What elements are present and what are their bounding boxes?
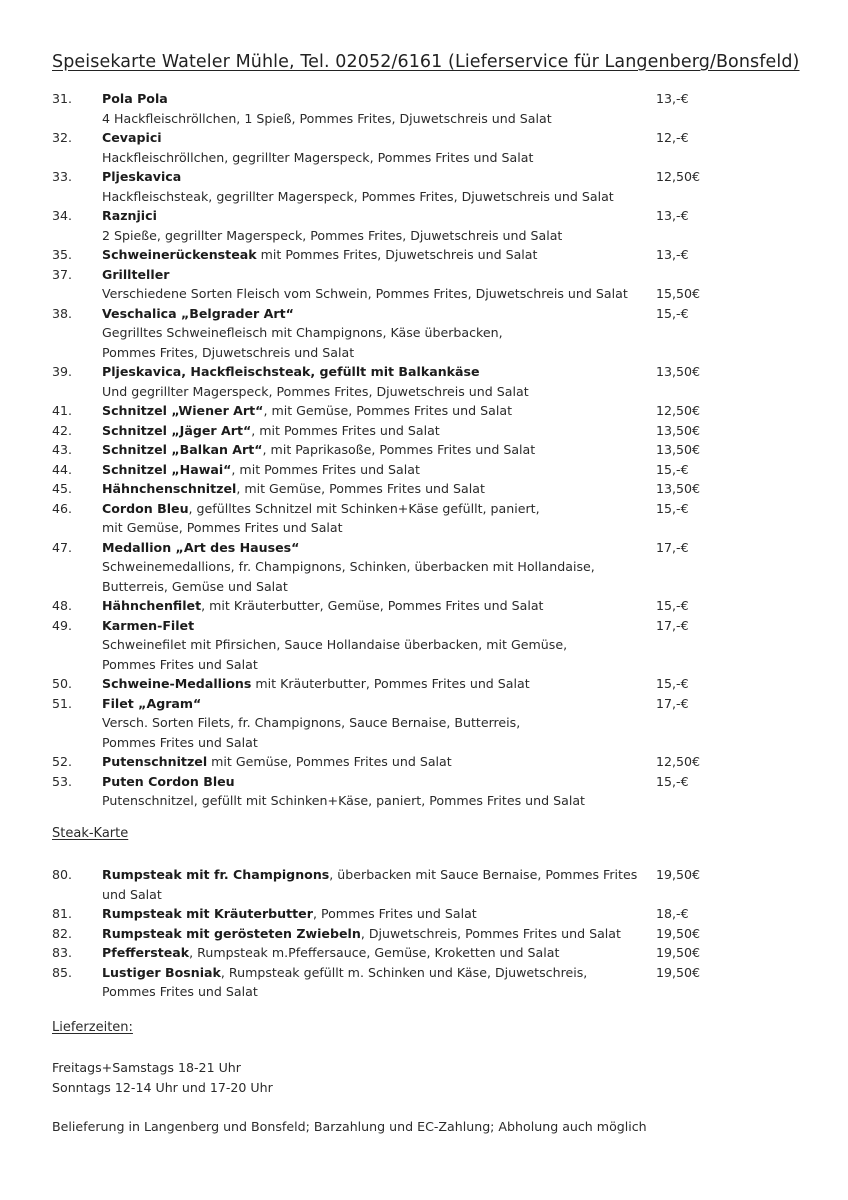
item-description (102, 401, 654, 421)
item-name: Schweinerückensteak (102, 247, 257, 262)
item-description (102, 904, 654, 924)
item-name: Grillteller (102, 266, 170, 282)
menu-row (0, 538, 848, 558)
item-details: Verschiedene Sorten Fleisch vom Schwein, Pommes Frites, Djuwetschreis und Salat (102, 286, 628, 301)
item-description (102, 752, 654, 772)
item-price: 15,-€ (656, 305, 689, 321)
item-price: 13,50€ (656, 422, 701, 438)
item-price: 19,50€ (656, 964, 701, 980)
item-number: 52. (52, 754, 73, 769)
item-description (102, 538, 654, 558)
item-description (102, 128, 654, 148)
item-details: mit Kräuterbutter, Pommes Frites und Salat (251, 676, 530, 691)
item-price: 13,-€ (656, 91, 689, 106)
item-details: Gegrilltes Schweinefleisch mit Champignons, Käse überbacken, (102, 325, 503, 340)
item-price: 17,-€ (656, 617, 689, 633)
item-details: Butterreis, Gemüse und Salat (102, 578, 288, 594)
menu-row (0, 128, 848, 148)
item-name: Schnitzel „Wiener Art“ (102, 403, 264, 418)
item-details: , Pommes Frites und Salat (312, 906, 477, 921)
item-description (102, 323, 654, 343)
menu-row (0, 577, 848, 597)
item-description (102, 963, 654, 983)
item-price: 18,-€ (656, 906, 689, 921)
item-price: 13,-€ (656, 208, 689, 223)
item-description (102, 226, 654, 246)
item-description (102, 109, 654, 129)
menu-row (0, 265, 848, 285)
item-details: Pommes Frites und Salat (102, 984, 258, 999)
item-description (102, 206, 654, 226)
item-description (102, 674, 654, 694)
item-number: 53. (52, 773, 73, 789)
item-price: 19,50€ (656, 867, 701, 882)
item-number: 34. (52, 208, 73, 223)
item-details: , mit Pommes Frites und Salat (251, 422, 440, 438)
menu-row (0, 772, 848, 792)
item-name: Medallion „Art des Hauses“ (102, 539, 300, 555)
item-details: Hackfleischsteak, gegrillter Magerspeck, Pommes Frites, Djuwetschreis und Salat (102, 188, 614, 204)
item-details: Schweinefilet mit Pfirsichen, Sauce Hollandaise überbacken, mit Gemüse, (102, 637, 568, 652)
delivery-heading: Lieferzeiten: (52, 1020, 133, 1035)
item-description (102, 655, 654, 675)
item-name: Filet „Agram“ (102, 695, 202, 711)
menu-row (0, 518, 848, 538)
menu-row (0, 479, 848, 499)
item-price: 15,-€ (656, 676, 689, 691)
item-description (102, 518, 654, 538)
menu-row (0, 752, 848, 772)
menu-row (0, 148, 848, 168)
item-number: 41. (52, 403, 73, 418)
item-name: Rumpsteak mit gerösteten Zwiebeln (102, 925, 361, 941)
item-price: 13,50€ (656, 481, 701, 496)
item-description (102, 479, 654, 499)
item-details: Pommes Frites, Djuwetschreis und Salat (102, 344, 355, 360)
item-details: , mit Paprikasoße, Pommes Frites und Salat (262, 442, 536, 457)
item-name: Puten Cordon Bleu (102, 773, 235, 789)
item-number: 45. (52, 481, 73, 496)
item-name: Pfeffersteak (102, 945, 190, 960)
steak-heading: Steak-Karte (52, 826, 129, 841)
footer-note: Belieferung in Langenberg und Bonsfeld; Barzahlung und EC-Zahlung; Abholung auch möglich (52, 1119, 647, 1134)
menu-row (0, 885, 848, 905)
item-price: 15,-€ (656, 598, 689, 613)
item-price: 12,50€ (656, 169, 701, 184)
item-price: 17,-€ (656, 695, 689, 711)
menu-row (0, 167, 848, 187)
item-description (102, 924, 654, 944)
item-description (102, 596, 654, 616)
item-description (102, 885, 654, 905)
menu-row (0, 616, 848, 636)
menu-row (0, 421, 848, 441)
item-price: 19,50€ (656, 925, 701, 941)
item-name: Lustiger Bosniak (102, 964, 221, 980)
item-description (102, 460, 654, 480)
item-details: , mit Pommes Frites und Salat (231, 461, 420, 477)
item-number: 39. (52, 364, 73, 379)
item-description (102, 733, 654, 753)
item-description (102, 284, 654, 304)
item-price: 12,50€ (656, 403, 701, 418)
item-description (102, 557, 654, 577)
item-price: 12,50€ (656, 754, 701, 769)
item-details: 4 Hackfleischröllchen, 1 Spieß, Pommes Frites, Djuwetschreis und Salat (102, 110, 552, 126)
item-price: 15,-€ (656, 461, 689, 477)
menu-row (0, 226, 848, 246)
item-number: 43. (52, 442, 73, 457)
menu-row (0, 865, 848, 885)
menu-row (0, 499, 848, 519)
item-description (102, 304, 654, 324)
menu-row (0, 791, 848, 811)
item-name: Schnitzel „Balkan Art“ (102, 442, 263, 457)
item-details: , Djuwetschreis, Pommes Frites und Salat (360, 925, 621, 941)
menu-row (0, 904, 848, 924)
item-description (102, 791, 654, 811)
item-description (102, 440, 654, 460)
item-number: 50. (52, 676, 73, 691)
item-name: Cordon Bleu (102, 500, 189, 516)
item-description (102, 577, 654, 597)
menu-row (0, 557, 848, 577)
menu-row (0, 596, 848, 616)
menu-row (0, 343, 848, 363)
item-description (102, 499, 654, 519)
item-description (102, 89, 654, 109)
item-name: Raznjici (102, 208, 157, 223)
menu-row (0, 245, 848, 265)
steak-list (0, 865, 848, 1002)
menu-row (0, 362, 848, 382)
item-number: 46. (52, 500, 73, 516)
item-details: mit Pommes Frites, Djuwetschreis und Salat (256, 247, 538, 262)
item-details: Hackfleischröllchen, gegrillter Magerspeck, Pommes Frites und Salat (102, 149, 534, 165)
item-description (102, 343, 654, 363)
item-description (102, 265, 654, 285)
item-description (102, 382, 654, 402)
item-number: 44. (52, 461, 73, 477)
menu-row (0, 382, 848, 402)
menu-row (0, 674, 848, 694)
item-price: 13,-€ (656, 247, 689, 262)
item-name: Pola Pola (102, 91, 168, 106)
item-details: Pommes Frites und Salat (102, 656, 258, 672)
item-description (102, 167, 654, 187)
item-name: Rumpsteak mit Kräuterbutter (102, 906, 313, 921)
menu-row (0, 694, 848, 714)
item-description (102, 616, 654, 636)
item-number: 51. (52, 695, 73, 711)
item-name: Pljeskavica (102, 169, 182, 184)
item-name: Veschalica „Belgrader Art“ (102, 305, 294, 321)
menu-row (0, 943, 848, 963)
item-details: , mit Gemüse, Pommes Frites und Salat (236, 481, 485, 496)
page-title: Speisekarte Wateler Mühle, Tel. 02052/6161 (Lieferservice für Langenberg/Bonsfeld) (52, 52, 800, 72)
menu-row (0, 304, 848, 324)
item-number: 81. (52, 906, 73, 921)
menu-row (0, 733, 848, 753)
item-number: 48. (52, 598, 73, 613)
item-number: 32. (52, 130, 73, 145)
item-description (102, 865, 654, 885)
menu-row (0, 206, 848, 226)
menu-row (0, 109, 848, 129)
item-details: Und gegrillter Magerspeck, Pommes Frites, Djuwetschreis und Salat (102, 383, 529, 399)
item-number: 33. (52, 169, 73, 184)
menu-row (0, 963, 848, 983)
item-details: 2 Spieße, gegrillter Magerspeck, Pommes Frites, Djuwetschreis und Salat (102, 227, 563, 243)
item-name: Putenschnitzel (102, 754, 208, 769)
item-number: 47. (52, 539, 73, 555)
menu-row (0, 89, 848, 109)
item-details: mit Gemüse, Pommes Frites und Salat (207, 754, 452, 769)
item-number: 82. (52, 925, 73, 941)
item-description (102, 982, 654, 1002)
item-number: 85. (52, 964, 73, 980)
menu-row (0, 284, 848, 304)
item-description (102, 713, 654, 733)
item-number: 83. (52, 945, 73, 960)
item-name: Hähnchenfilet (102, 598, 202, 613)
menu-list (0, 89, 848, 811)
item-description (102, 362, 654, 382)
item-description (102, 635, 654, 655)
item-name: Hähnchenschnitzel (102, 481, 237, 496)
item-details: , überbacken mit Sauce Bernaise, Pommes Frites (329, 867, 638, 882)
item-name: Schnitzel „Jäger Art“ (102, 422, 252, 438)
item-number: 42. (52, 422, 73, 438)
menu-row (0, 323, 848, 343)
item-price: 15,-€ (656, 773, 689, 789)
item-name: Pljeskavica, Hackfleischsteak, gefüllt mit Balkankäse (102, 364, 480, 379)
item-price: 17,-€ (656, 539, 689, 555)
delivery-time: Freitags+Samstags 18-21 Uhr (52, 1060, 241, 1075)
item-details: Schweinemedallions, fr. Champignons, Schinken, überbacken mit Hollandaise, (102, 559, 595, 574)
item-details: , Rumpsteak gefüllt m. Schinken und Käse, Djuwetschreis, (220, 964, 588, 980)
menu-row (0, 655, 848, 675)
item-details: Pommes Frites und Salat (102, 734, 258, 750)
item-price: 15,50€ (656, 286, 701, 301)
item-details: Versch. Sorten Filets, fr. Champignons, Sauce Bernaise, Butterreis, (102, 715, 521, 730)
item-price: 13,50€ (656, 364, 701, 379)
item-description (102, 148, 654, 168)
item-number: 35. (52, 247, 73, 262)
menu-row (0, 635, 848, 655)
item-details: , gefülltes Schnitzel mit Schinken+Käse gefüllt, paniert, (188, 500, 540, 516)
menu-row (0, 982, 848, 1002)
item-number: 31. (52, 91, 73, 106)
item-price: 12,-€ (656, 130, 689, 145)
item-name: Cevapici (102, 130, 162, 145)
item-number: 38. (52, 305, 73, 321)
item-description (102, 694, 654, 714)
menu-row (0, 401, 848, 421)
item-description (102, 187, 654, 207)
item-number: 80. (52, 867, 73, 882)
item-name: Karmen-Filet (102, 617, 195, 633)
item-name: Schnitzel „Hawai“ (102, 461, 232, 477)
item-details: , Rumpsteak m.Pfeffersauce, Gemüse, Kroketten und Salat (189, 945, 560, 960)
menu-row (0, 440, 848, 460)
item-price: 13,50€ (656, 442, 701, 457)
item-name: Schweine-Medallions (102, 676, 252, 691)
item-details: , mit Kräuterbutter, Gemüse, Pommes Frites und Salat (201, 598, 544, 613)
item-description (102, 245, 654, 265)
item-price: 15,-€ (656, 500, 689, 516)
item-details: mit Gemüse, Pommes Frites und Salat (102, 520, 343, 535)
item-name: Rumpsteak mit fr. Champignons (102, 867, 330, 882)
menu-row (0, 187, 848, 207)
item-price: 19,50€ (656, 945, 701, 960)
item-number: 49. (52, 617, 73, 633)
delivery-time: Sonntags 12-14 Uhr und 17-20 Uhr (52, 1080, 273, 1095)
menu-row (0, 924, 848, 944)
item-details: und Salat (102, 886, 162, 902)
menu-row (0, 460, 848, 480)
item-number: 37. (52, 266, 73, 282)
item-details: , mit Gemüse, Pommes Frites und Salat (263, 403, 513, 418)
item-details: Putenschnitzel, gefüllt mit Schinken+Käse, paniert, Pommes Frites und Salat (102, 793, 585, 808)
item-description (102, 943, 654, 963)
item-description (102, 772, 654, 792)
menu-row (0, 713, 848, 733)
item-description (102, 421, 654, 441)
